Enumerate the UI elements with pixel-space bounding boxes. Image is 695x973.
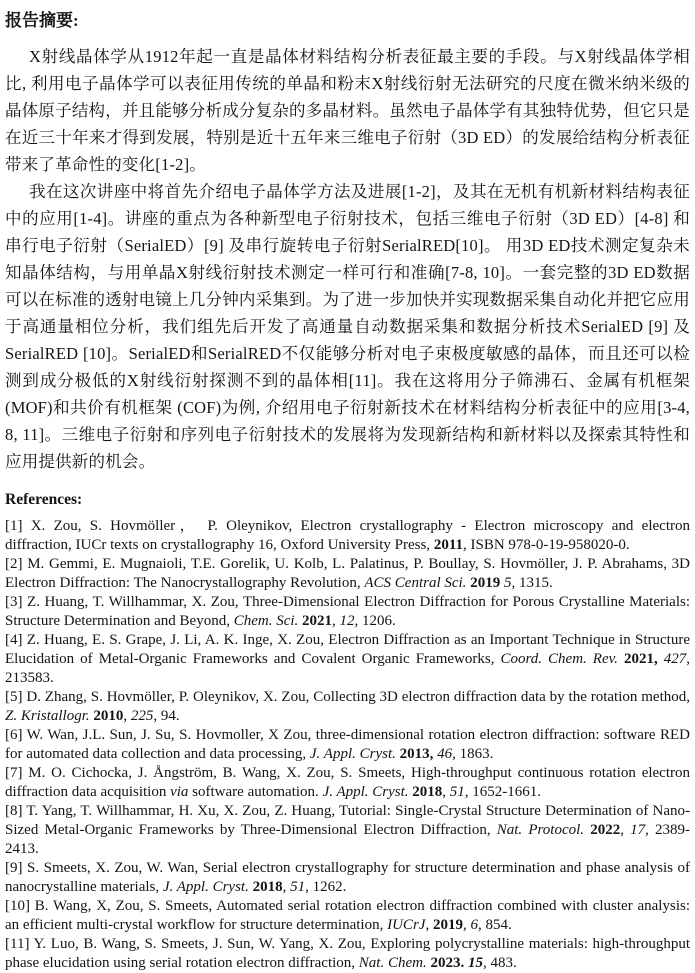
references-list xyxy=(5,517,690,973)
reference-item: [3] Z. Huang, T. Willhammar, X. Zou, Three-Dimensional Electron Diffraction for Porous Crystalline Materials: Structure Determination and Beyond, Chem. Sci. 2021, 12, 1206. xyxy=(5,594,690,629)
abstract-paragraph-2: 我在这次讲座中将首先介绍电子晶体学方法及进展[1-2]，及其在无机有机新材料结构表征中的应用[1-4]。讲座的重点为各种新型电子衍射技术，包括三维电子衍射（3D ED）[4-8] 和串行电子衍射（SerialED）[9] 及串行旋转电子衍射SerialRED[10]。 用3D ED技术测定复杂未知晶体结构，与用单晶X射线衍射技术测定一样可行和准确[7-8, 10]。一套完整的3D ED数据可以在标准的透射电镜上几分钟内采集到。为了进一步加快并实现数据采集自动化并把它应用于高通量相位分析，我们组先后开发了高通量自动数据采集和数据分析技术SerialED [9] 及SerialRED [10]。SerialED和SerialRED不仅能够分析对电子束极度敏感的晶体，而且还可以检测到成分极低的X射线衍射探测不到的晶体相[11]。我在这将用分子筛沸石、金属有机框架(MOF)和共价有机框架 (COF)为例, 介绍用电子衍射新技术在材料结构分析表征中的应用[3-4, 8, 11]。三维电子衍射和序列电子衍射技术的发展将为发现新结构和新材料以及探索其特性和应用提供新的机会。 xyxy=(5,182,690,471)
reference-item: [7] M. O. Cichocka, J. Ångström, B. Wang, X. Zou, S. Smeets, High-throughput continuous rotation electron diffraction data acquisition via software automation. J. Appl. Cryst. 2018, 51, 1652-1661. xyxy=(5,765,690,800)
abstract-paragraph-1: X射线晶体学从1912年起一直是晶体材料结构分析表征最主要的手段。与X射线晶体学相比, 利用电子晶体学可以表征用传统的单晶和粉末X射线衍射无法研究的尺度在微米纳米级的晶体原子结构，并且能够分析成分复杂的多晶材料。虽然电子晶体学有其独特优势，但它只是在近三十年来才得到发展，特别是近十五年来三维电子衍射（3D ED）的发展给结构分析表征带来了革命性的变化[1-2]。 xyxy=(5,47,690,174)
reference-item: [4] Z. Huang, E. S. Grape, J. Li, A. K. Inge, X. Zou, Electron Diffraction as an Important Technique in Structure Elucidation of Metal-Organic Frameworks and Covalent Organic Frameworks, Coord. Chem. Rev. 2021, 427, 213583. xyxy=(5,632,690,686)
reference-item: [8] T. Yang, T. Willhammar, H. Xu, X. Zou, Z. Huang, Tutorial: Single-Crystal Structure Determination of Nano-Sized Metal-Organic Frameworks by Three-Dimensional Electron Diffraction, Nat. Protocol. 2022, 17, 2389-2413. xyxy=(5,803,691,857)
reference-item: [1] X. Zou, S. Hovmöller， P. Oleynikov, Electron crystallography - Electron microscopy and electron diffraction, IUCr texts on crystallography 16, Oxford University Press, 2011, ISBN 978-0-19-958020-0. xyxy=(5,518,690,553)
abstract-section xyxy=(5,10,690,475)
reference-item: [6] W. Wan, J.L. Sun, J. Su, S. Hovmoller, X Zou, three-dimensional rotation electron diffraction: software RED for automated data collection and data processing, J. Appl. Cryst. 2013, 46, 1863. xyxy=(5,727,690,762)
abstract-heading: 报告摘要: xyxy=(5,11,79,30)
references-section xyxy=(5,490,690,973)
references-heading: References: xyxy=(5,491,83,508)
reference-item: [10] B. Wang, X, Zou, S. Smeets, Automated serial rotation electron diffraction combined with cluster analysis: an efficient multi-crystal workflow for structure determination, IUCrJ, 2019, 6, 854. xyxy=(5,898,690,933)
reference-item: [9] S. Smeets, X. Zou, W. Wan, Serial electron crystallography for structure determination and phase analysis of nanocrystalline materials, J. Appl. Cryst. 2018, 51, 1262. xyxy=(5,860,690,895)
reference-item: [2] M. Gemmi, E. Mugnaioli, T.E. Gorelik, U. Kolb, L. Palatinus, P. Boullay, S. Hovmöller, J. P. Abrahams, 3D Electron Diffraction: The Nanocrystallography Revolution, ACS Central Sci. 2019 5, 1315. xyxy=(5,556,690,591)
reference-item: [11] Y. Luo, B. Wang, S. Smeets, J. Sun, W. Yang, X. Zou, Exploring polycrystalline materials: high-throughput phase elucidation using serial rotation electron diffraction, Nat. Chem. 2023. 15, 483. xyxy=(5,936,690,971)
reference-item: [5] D. Zhang, S. Hovmöller, P. Oleynikov, X. Zou, Collecting 3D electron diffraction data by the rotation method, Z. Kristallogr. 2010, 225, 94. xyxy=(5,689,690,724)
